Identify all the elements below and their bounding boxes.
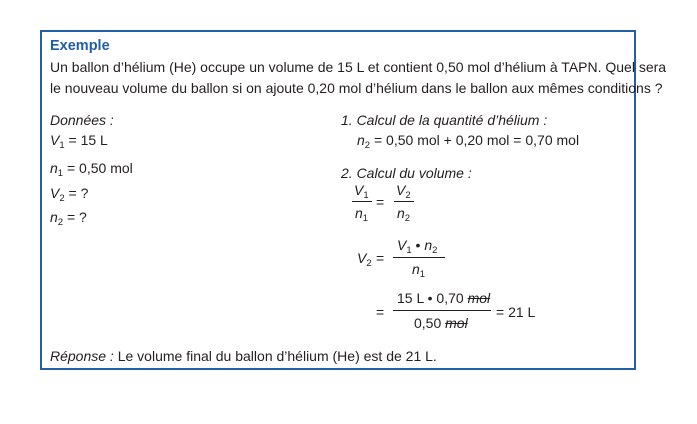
given-heading: Données : — [50, 112, 114, 128]
var: n — [357, 132, 365, 148]
eq1-equals: = — [376, 194, 385, 210]
sub: 2 — [432, 245, 438, 256]
sub: 1 — [59, 140, 65, 151]
var: n — [412, 261, 420, 277]
sub: 2 — [57, 217, 64, 228]
step1-heading: 1. Calcul de la quantité d’hélium : — [341, 112, 548, 128]
var: V — [397, 237, 407, 253]
step1-equation — [357, 132, 579, 151]
given-v1 — [50, 132, 108, 151]
sub: 2 — [366, 258, 372, 269]
eq2-denominator — [412, 261, 425, 280]
eq1-num1 — [354, 182, 369, 201]
sub: 2 — [404, 213, 411, 224]
step2-heading: 2. Calcul du volume : — [341, 165, 472, 181]
sub: 1 — [57, 168, 64, 179]
eq3-numerator — [397, 290, 490, 307]
sub: 1 — [362, 213, 369, 224]
var: n — [50, 160, 58, 176]
var: n — [355, 205, 363, 221]
answer-label: Réponse : — [50, 348, 114, 364]
answer-line — [50, 348, 437, 365]
value: = 0,50 mol — [66, 160, 133, 176]
eq3-denominator — [414, 315, 468, 332]
given-n1 — [50, 160, 133, 179]
value: = 15 L — [68, 132, 108, 148]
eq3-equals: = — [376, 304, 385, 320]
eq1-den1 — [355, 205, 368, 224]
given-n2 — [50, 209, 87, 228]
sub: 1 — [406, 245, 412, 256]
dot: • — [415, 237, 421, 253]
cancelled-unit: mol — [445, 315, 468, 331]
eq1-fraction-bar-2 — [394, 201, 414, 202]
eq2-lhs — [357, 250, 372, 269]
sub: 2 — [364, 140, 371, 151]
den-prefix: 0,50 — [414, 315, 442, 331]
eq3-fraction-bar — [393, 310, 491, 311]
var: V — [50, 185, 60, 201]
problem-line-2: le nouveau volume du ballon si on ajoute 0,20 mol d’hélium dans le ballon aux mêmes conditions ? — [50, 80, 663, 96]
var: V — [357, 250, 367, 266]
eq3-result: = 21 L — [496, 304, 536, 320]
eq2-fraction-bar — [393, 257, 445, 258]
eq2-equals: = — [376, 250, 385, 266]
expr: = 0,50 mol + 0,20 mol = 0,70 mol — [373, 132, 580, 148]
eq1-den2 — [397, 205, 410, 224]
cancelled-unit: mol — [467, 290, 491, 306]
sub: 1 — [419, 269, 426, 280]
value: = ? — [66, 209, 87, 225]
num-prefix: 15 L • 0,70 — [397, 290, 464, 306]
sub: 1 — [363, 190, 369, 201]
eq2-numerator — [397, 237, 437, 256]
eq1-num2 — [396, 182, 411, 201]
eq1-fraction-bar-1 — [352, 201, 372, 202]
var: n — [50, 209, 58, 225]
sub: 2 — [59, 193, 65, 204]
var: V — [50, 132, 60, 148]
var: V — [396, 182, 406, 198]
var: n — [397, 205, 405, 221]
answer-text: Le volume final du ballon d’hélium (He) est de 21 L. — [117, 348, 437, 364]
example-title: Exemple — [50, 38, 110, 54]
problem-line-1: Un ballon d’hélium (He) occupe un volume de 15 L et contient 0,50 mol d’hélium à TAPN. Quel sera — [50, 59, 667, 75]
given-v2 — [50, 185, 88, 204]
var: V — [354, 182, 364, 198]
example-box — [40, 30, 667, 370]
value: = ? — [68, 185, 89, 201]
var: n — [424, 237, 433, 253]
sub: 2 — [405, 190, 411, 201]
